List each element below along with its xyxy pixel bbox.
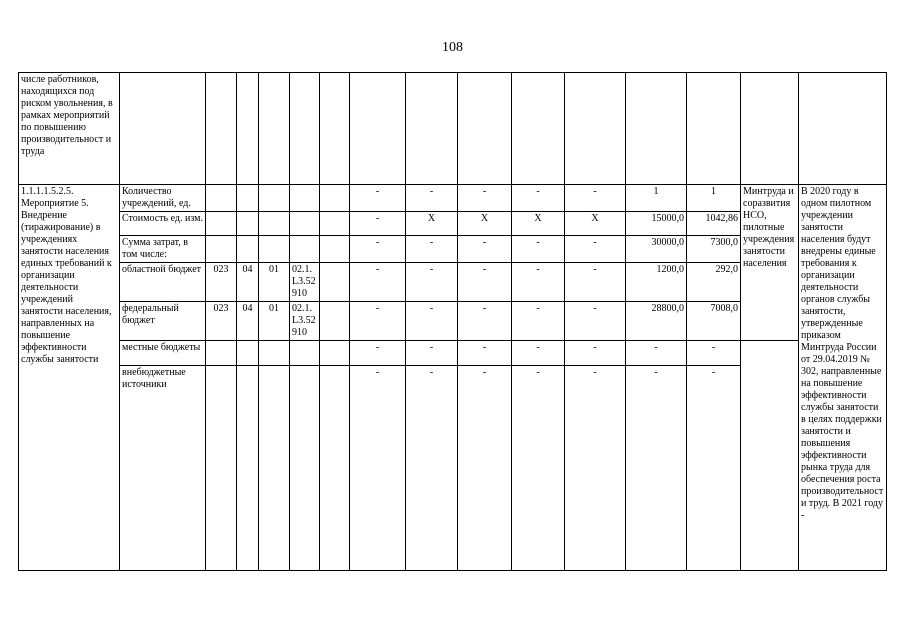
cell-indicator: местные бюджеты bbox=[120, 341, 206, 366]
table-row: федеральный бюджет 023 04 01 02.1.L3.52910 - - - - - 28800,0 7008,0 bbox=[19, 302, 887, 341]
cell-event-title: 1.1.1.1.5.2.5. Мероприятие 5. Внедрение (тиражирование) в учреждениях занятости населения единых требований к организации деятельности учреждений занятости населения, направленных на повышение эффективности службы занятости bbox=[19, 185, 120, 571]
table-row: 1.1.1.1.5.2.5. Мероприятие 5. Внедрение (тиражирование) в учреждениях занятости населения единых требований к организации деятельности учреждений занятости населения, направленных на повышение эффективности службы занятости Количество учреждений, ед. - - - - - 1 1 Минтруда и соразвития НСО, пилотные учреждения занятости населения В 2020 году в одном пилотном учреждении занятости населения будут внедрены единые требования к организации деятельности органов службы занятости, утвержденные приказом Минтруда России от 29.04.2019 № 302, направленные на повышение эффективности службы занятости в целях поддержки занятости и повышения эффективности рынка труда для обеспечения роста производительности труд. В 2021 году - bbox=[19, 185, 887, 212]
cell-indicator: Стоимость ед. изм. bbox=[120, 212, 206, 236]
page-number: 108 bbox=[442, 40, 463, 55]
cell-description: числе работников, находящихся под риском увольнения, в рамках мероприятий по повышению производительност и труда bbox=[19, 73, 120, 185]
table-row: внебюджетные источники - - - - - - - bbox=[19, 366, 887, 571]
table-row: Сумма затрат, в том числе: - - - - - 30000,0 7300,0 bbox=[19, 236, 887, 263]
cell-indicator: Количество учреждений, ед. bbox=[120, 185, 206, 212]
cell-indicator: Сумма затрат, в том числе: bbox=[120, 236, 206, 263]
cell-result: В 2020 году в одном пилотном учреждении занятости населения будут внедрены единые требования к организации деятельности органов службы занятости, утвержденные приказом Минтруда России от 29.04.2019 № 302, направленные на повышение эффективности службы занятости в целях поддержки занятости и повышения эффективности рынка труда для обеспечения роста производительности труд. В 2021 году - bbox=[799, 185, 887, 571]
table-row bbox=[19, 73, 887, 185]
cell-executor: Минтруда и соразвития НСО, пилотные учреждения занятости населения bbox=[741, 185, 799, 341]
cell-indicator: федеральный бюджет bbox=[120, 302, 206, 341]
cell-indicator: областной бюджет bbox=[120, 263, 206, 302]
cell-indicator: внебюджетные источники bbox=[120, 366, 206, 571]
budget-table bbox=[18, 72, 887, 571]
table-row: областной бюджет 023 04 01 02.1.L3.52910 - - - - - 1200,0 292,0 bbox=[19, 263, 887, 302]
table-row: местные бюджеты - - - - - - - bbox=[19, 341, 887, 366]
table-row: Стоимость ед. изм. - X X X X 15000,0 1042,86 bbox=[19, 212, 887, 236]
